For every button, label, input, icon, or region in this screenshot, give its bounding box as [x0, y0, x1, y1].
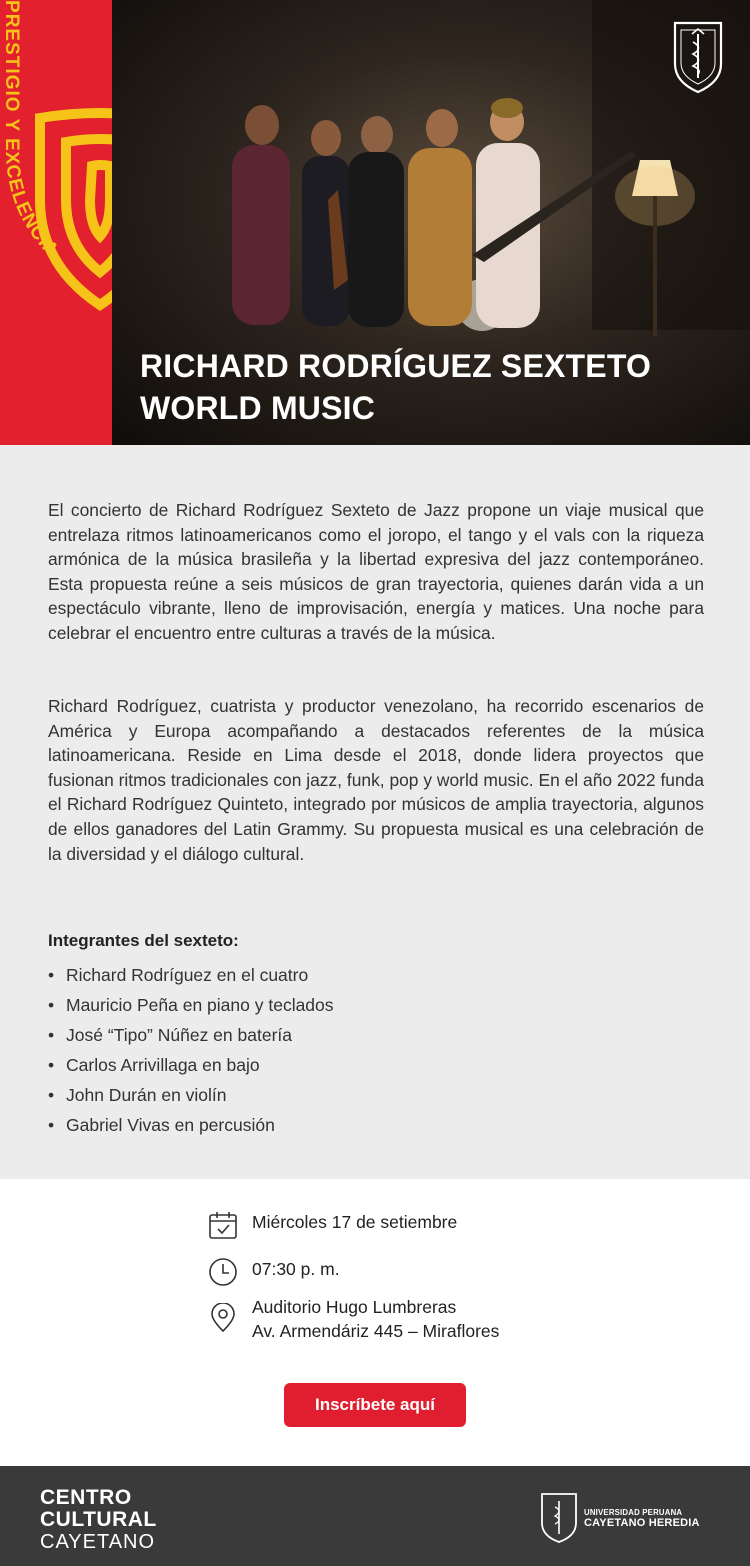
university-crest-icon: [672, 20, 724, 94]
list-item: • Carlos Arrivillaga en bajo: [48, 1050, 334, 1080]
university-line1: UNIVERSIDAD PERUANA: [584, 1507, 683, 1517]
description-paragraph-1: El concierto de Richard Rodríguez Sexteto de Jazz propone un viaje musical que entrelaza ritmos latinoamericanos como el joropo, el tango y el vals con la riqueza armónica de la música brasileña y la libertad expresiva del jazz contemporáneo. Esta propuesta reúne a seis músicos de gran trayectoria, quienes darán vida a un espectáculo vibrante, lleno de improvisación, energía y matices. Una noche para celebrar el encuentro entre culturas a través de la música.: [48, 500, 704, 643]
list-item: • Gabriel Vivas en percusión: [48, 1110, 334, 1140]
members-heading: Integrantes del sexteto:: [48, 931, 239, 950]
brand-line1: CENTRO: [40, 1486, 132, 1509]
event-venue-block: [252, 1295, 499, 1343]
slogan-text: PRESTIGIO Y EXCELENCIA: [0, 0, 64, 262]
event-venue-row: [208, 1295, 499, 1343]
event-title: [140, 345, 651, 429]
event-description: [0, 445, 750, 1179]
university-line2: CAYETANO HEREDIA: [584, 1516, 700, 1529]
event-time: 07:30 p. m.: [252, 1259, 340, 1279]
musicians: [232, 98, 636, 328]
slogan-vertical: [0, 0, 110, 300]
event-time-row: [208, 1257, 340, 1287]
list-item: • Richard Rodríguez en el cuatro: [48, 960, 334, 990]
event-date: Miércoles 17 de setiembre: [252, 1212, 458, 1232]
centro-cultural-logo[interactable]: [40, 1487, 157, 1553]
list-item: • José “Tipo” Núñez en batería: [48, 1020, 334, 1050]
event-title-line1: RICHARD RODRÍGUEZ SEXTETO: [140, 348, 652, 384]
university-crest-icon: [540, 1492, 578, 1544]
clock-icon: [208, 1257, 238, 1287]
footer: [0, 1466, 750, 1566]
event-date-row: [208, 1210, 457, 1240]
brand-line3: CAYETANO: [40, 1531, 156, 1553]
event-address: Av. Armendáriz 445 – Miraflores: [252, 1321, 500, 1341]
calendar-icon: [208, 1210, 238, 1240]
description-paragraph-2: Richard Rodríguez, cuatrista y productor venezolano, ha recorrido escenarios de América y Europa acompañando a destacados referentes de la música latinoamericana. Reside en Lima desde el 2018, donde lidera proyectos que fusionan ritmos tradicionales con jazz, funk, pop y world music. En el año 2022 funda el Richard Rodríguez Quinteto, integrado por músicos de amplia trayectoria, algunos de ellos ganadores del Latin Grammy. Su propuesta musical es una celebración de la diversidad y el diálogo cultural.: [48, 696, 704, 864]
brand-line2: CULTURAL: [40, 1508, 157, 1531]
location-pin-icon: [208, 1303, 238, 1333]
university-logo[interactable]: [540, 1492, 700, 1544]
event-details: [0, 1179, 750, 1466]
brand-red-band: [0, 0, 112, 445]
register-button[interactable]: Inscríbete aquí: [284, 1383, 466, 1427]
event-venue: Auditorio Hugo Lumbreras: [252, 1297, 457, 1317]
hero-banner: [0, 0, 750, 445]
list-item: • Mauricio Peña en piano y teclados: [48, 990, 334, 1020]
list-item: • John Durán en violín: [48, 1080, 334, 1110]
members-list: [48, 960, 334, 1140]
svg-text:PRESTIGIO Y EXCELENCIA: [1, 0, 63, 261]
event-title-line2: WORLD MUSIC: [140, 390, 376, 426]
